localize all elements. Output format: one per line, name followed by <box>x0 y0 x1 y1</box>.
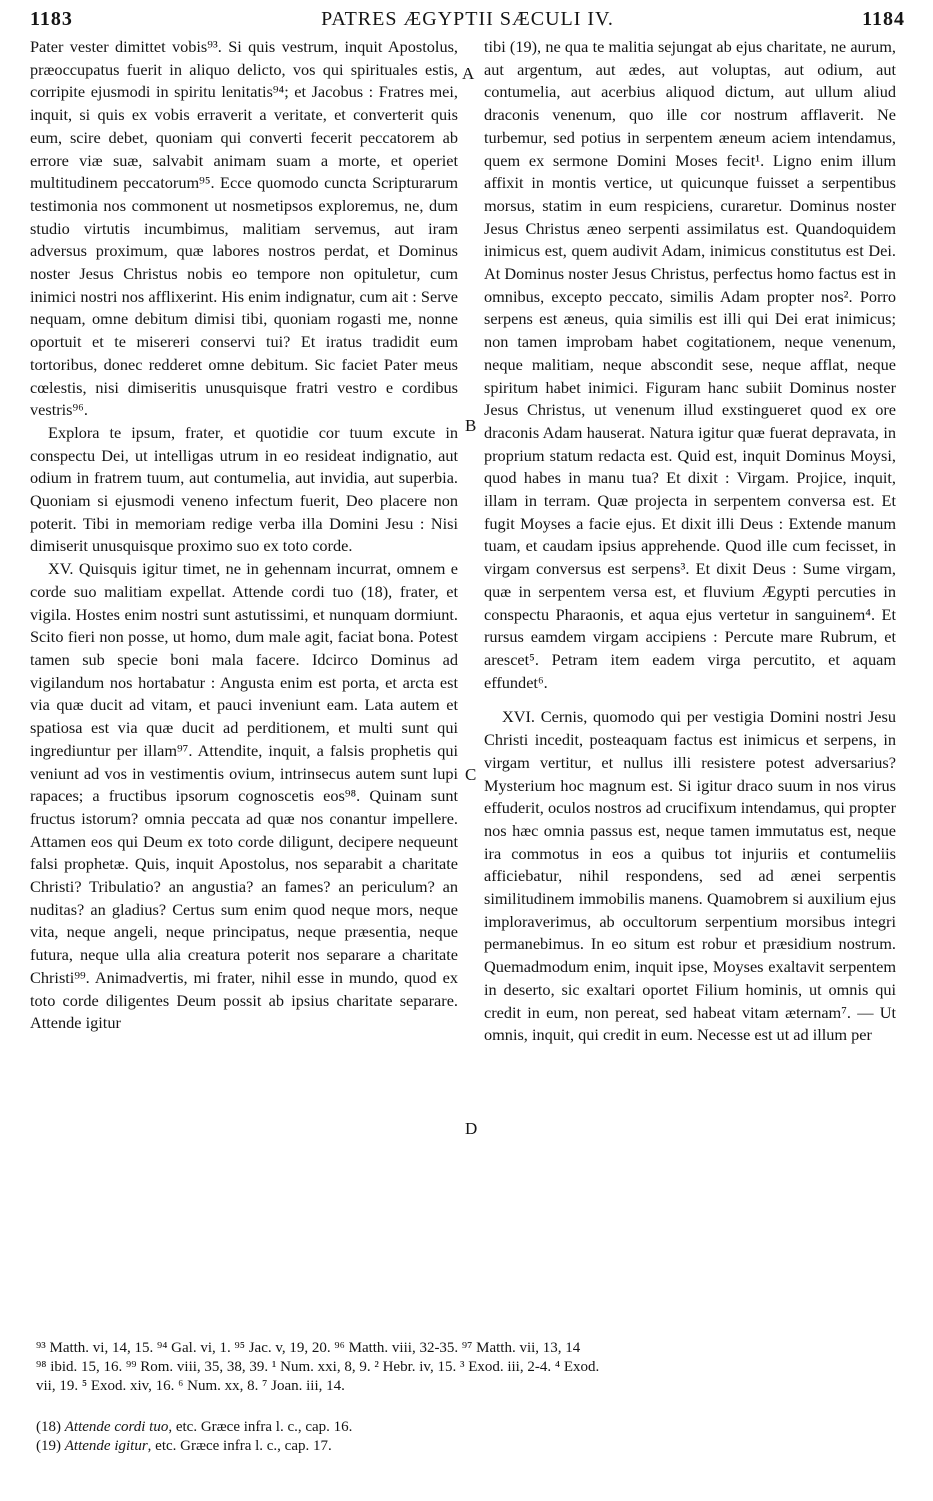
editor-notes <box>36 1418 896 1456</box>
note-incipit: Attende cordi tuo <box>64 1419 169 1435</box>
page-header <box>30 8 905 38</box>
margin-marker-d: D <box>465 1119 478 1138</box>
running-title: PATRES ÆGYPTII SÆCULI IV. <box>321 8 614 30</box>
left-paragraph-1: Pater vester dimittet vobis⁹³. Si quis vestrum, inquit Apostolus, præoccupatus fuerit in aliquo delicto, vos qui spirituales estis, corripite ejusmodi in spiritu lenitatis⁹⁴; et Jacobus : Fratres mei, inquit, si quis ex vobis erraverit a veritate, et converterit quis eum, scire debet, quoniam qui converti fecerit peccatorem ab errore viæ suæ, salvabit animam suam a morte, et operiet multitudinem peccatorum⁹⁵. Ecce quomodo cuncta Scripturarum testimonia nos commonent ut nosmetipsos exploremus, ne, dum studio virtutis incumbimus, malitiam servemus, aut iram adversus proximum, quæ labores nostros perdat, et Dominus noster Jesus Christus nobis eo tempore non opituletur, cum inimici nostri nos afflixerint. His enim indignatur, cum ait : Serve nequam, omne debitum dimisi tibi, quoniam rogasti me, nonne oportuit et te misereri conservi tui? Et iratus tradidit eum tortoribus, donec redderet omne debitum. Sic faciet Pater meus cœlestis, nisi dimiseritis unusquisque fratri vestro e cordibus vestris⁹⁶. <box>30 37 458 420</box>
editor-note-18 <box>36 1418 896 1437</box>
note-text: , etc. Græce infra l. c., cap. 17. <box>147 1438 332 1454</box>
footnotes <box>36 1339 896 1396</box>
note-incipit: Attende igitur <box>64 1438 148 1454</box>
footnote-line: ⁹⁸ ibid. 15, 16. ⁹⁹ Rom. viii, 35, 38, 39. ¹ Num. xxi, 8, 9. ² Hebr. iv, 15. ³ Exod. iii, 2-4. ⁴ Exod. <box>36 1359 600 1375</box>
note-text: , etc. Græce infra l. c., cap. 16. <box>168 1419 353 1435</box>
left-column <box>30 36 458 1035</box>
right-column <box>484 36 896 1047</box>
margin-marker-a: A <box>462 64 475 83</box>
right-paragraph-1: tibi (19), ne qua te malitia sejungat ab ejus charitate, ne aurum, aut argentum, aut ædes, aut voluptas, aut odium, aut contumelia, aut acerbius aliquod dictum, aut ullum aliud draconis venenum, quo ille cor nostrum afflaverit. Ne turbemur, sed potius in serpentem æneum aciem intendamus, quem ex sermone Domini Moses fecit¹. Ligno enim illum affixit in montis vertice, ut quicunque fuisset a serpentibus morsus, statim in eum respiciens, curaretur. Dominus noster Jesus Christus æneo serpenti assimilatus est. Quandoquidem inimicus est, quem audivit Adam, inimicus constitutus est Dei. At Dominus noster Jesus Christus, perfectus homo factus est in omnibus, excepto peccato, similis Adam propter nos². Porro serpens est æneus, quia similis est illi qui Dei erat inimicus; non tamen improbam habet cogitationem, neque venenum, neque malitiam, neque abscondit sese, neque afflat, neque spiritum habet inimici. Figuram hanc subiit Dominus noster Jesus Christus, ut venenum illud exstingueret quod ex ore draconis Adam hauserat. Natura igitur quæ fuerat depravata, in proprium statum redacta est. Quid est, inquit Dominus Moysi, quod habes in manu tua? Et dixit : Virgam. Projice, inquit, illam in terram. Quæ projecta in serpentem conversa est. Et fugit Moyses a facie ejus. Et dixit illi Deus : Extende manum tuam, et caudam ipsius apprehende. Quod ille cum fecisset, in virgam conversus est serpens³. Et dixit Deus : Sume virgam, quæ in serpentem versa est, et fluvium Ægypti percuties in conspectu Pharaonis, et aqua ejus vertetur in sanguinem⁴. Et rursus eamdem virgam accipiens : Percute mare Rubrum, et arescet⁵. Petram item eadem virga percutito, et aquam effundet⁶. <box>484 37 896 692</box>
footnote-line: ⁹³ Matth. vi, 14, 15. ⁹⁴ Gal. vi, 1. ⁹⁵ Jac. v, 19, 20. ⁹⁶ Matth. viii, 32-35. ⁹⁷ Matth. vii, 13, 14 <box>36 1340 581 1356</box>
page-number-left: 1183 <box>30 8 73 30</box>
note-number: (18) <box>36 1419 61 1435</box>
right-paragraph-2: XVI. Cernis, quomodo qui per vestigia Domini nostri Jesu Christi incedit, posteaquam factus est inimicus et serpens, in virgam vertitur, et nullus illi resistere potest adversarius? Mysterium hoc magnum est. Si igitur draco suum in nos virus effuderit, oculos nostros ad crucifixum intendamus, qui propter nos hæc omnia passus est, neque tamen immutatus est, neque ira commotus in eos a quibus tot injuriis et contumeliis afficiebatur, nihil respondens, sed ad ænei serpentis similitudinem immobilis manens. Quamobrem si auxilium ejus imploraverimus, ab occultorum serpentium morsibus integri permanebimus. In eo situm est robur et præsidium nostrum. Quemadmodum enim, inquit ipse, Moyses exaltavit serpentem in deserto, sic exaltari oportet Filium hominis, ut omnis qui credit in eum, non pereat, sed habeat vitam æternam⁷. — Ut omnis, inquit, qui credit in eum. Necesse est ut ad illum per <box>484 707 896 1045</box>
left-paragraph-2: Explora te ipsum, frater, et quotidie cor tuum excute in conspectu Dei, ut intelligas utrum in eo resideat indignatio, aut odium in fratrem tuum, aut contumelia, aut invidia, aut superbia. Quoniam si ejusmodi veneno infectum fuerit, Deo placere non poterit. Tibi in memoriam redige verba illa Domini Jesu : Nisi dimiserit unusquisque proximo suo ex toto corde. <box>30 422 458 556</box>
note-number: (19) <box>36 1438 61 1454</box>
margin-marker-b: B <box>465 416 477 435</box>
left-paragraph-3: XV. Quisquis igitur timet, ne in gehennam incurrat, omnem e corde suo malitiam expellat. Attende cordi tuo (18), frater, et vigila. Hostes enim nostri sunt astutissimi, et nunquam dormiunt. Scito fieri non posse, ut homo, dum male agit, faciat bona. Potest tamen sub specie boni mala facere. Idcirco Dominus ad vigilandum nos hortabatur : Angusta enim est porta, et arcta est via quæ ducit ad vitam, et pauci inveniunt eam. Lata autem et spatiosa est via quæ ducit ad perditionem, et multi sunt qui ingrediuntur per illam⁹⁷. Attendite, inquit, a falsis prophetis qui veniunt ad vos in vestimentis ovium, intrinsecus autem sunt lupi rapaces; a fructibus ipsorum cognoscetis eos⁹⁸. Quinam sunt fructus istorum? omnia peccata ad quæ nos conantur impellere. Attamen eos qui Deum ex toto corde diligunt, decipere nequeunt falsi prophetæ. Quis, inquit Apostolus, nos separabit a charitate Christi? Tribulatio? an angustia? an fames? an periculum? an nuditas? an gladius? Certus sum enim quod neque mors, neque vita, neque angeli, neque principatus, neque præsentia, neque futura, neque ulla alia creatura poterit nos separare a charitate Christi⁹⁹. Animadvertis, mi frater, nihil esse in mundo, quod ex toto corde diligentes Deum possit ab ipsius charitate separare. Attende igitur <box>30 559 458 1033</box>
page-number-right: 1184 <box>862 8 905 30</box>
footnote-line: vii, 19. ⁵ Exod. xiv, 16. ⁶ Num. xx, 8. ⁷ Joan. iii, 14. <box>36 1378 345 1394</box>
margin-marker-c: C <box>465 765 477 784</box>
editor-note-19 <box>36 1437 896 1456</box>
